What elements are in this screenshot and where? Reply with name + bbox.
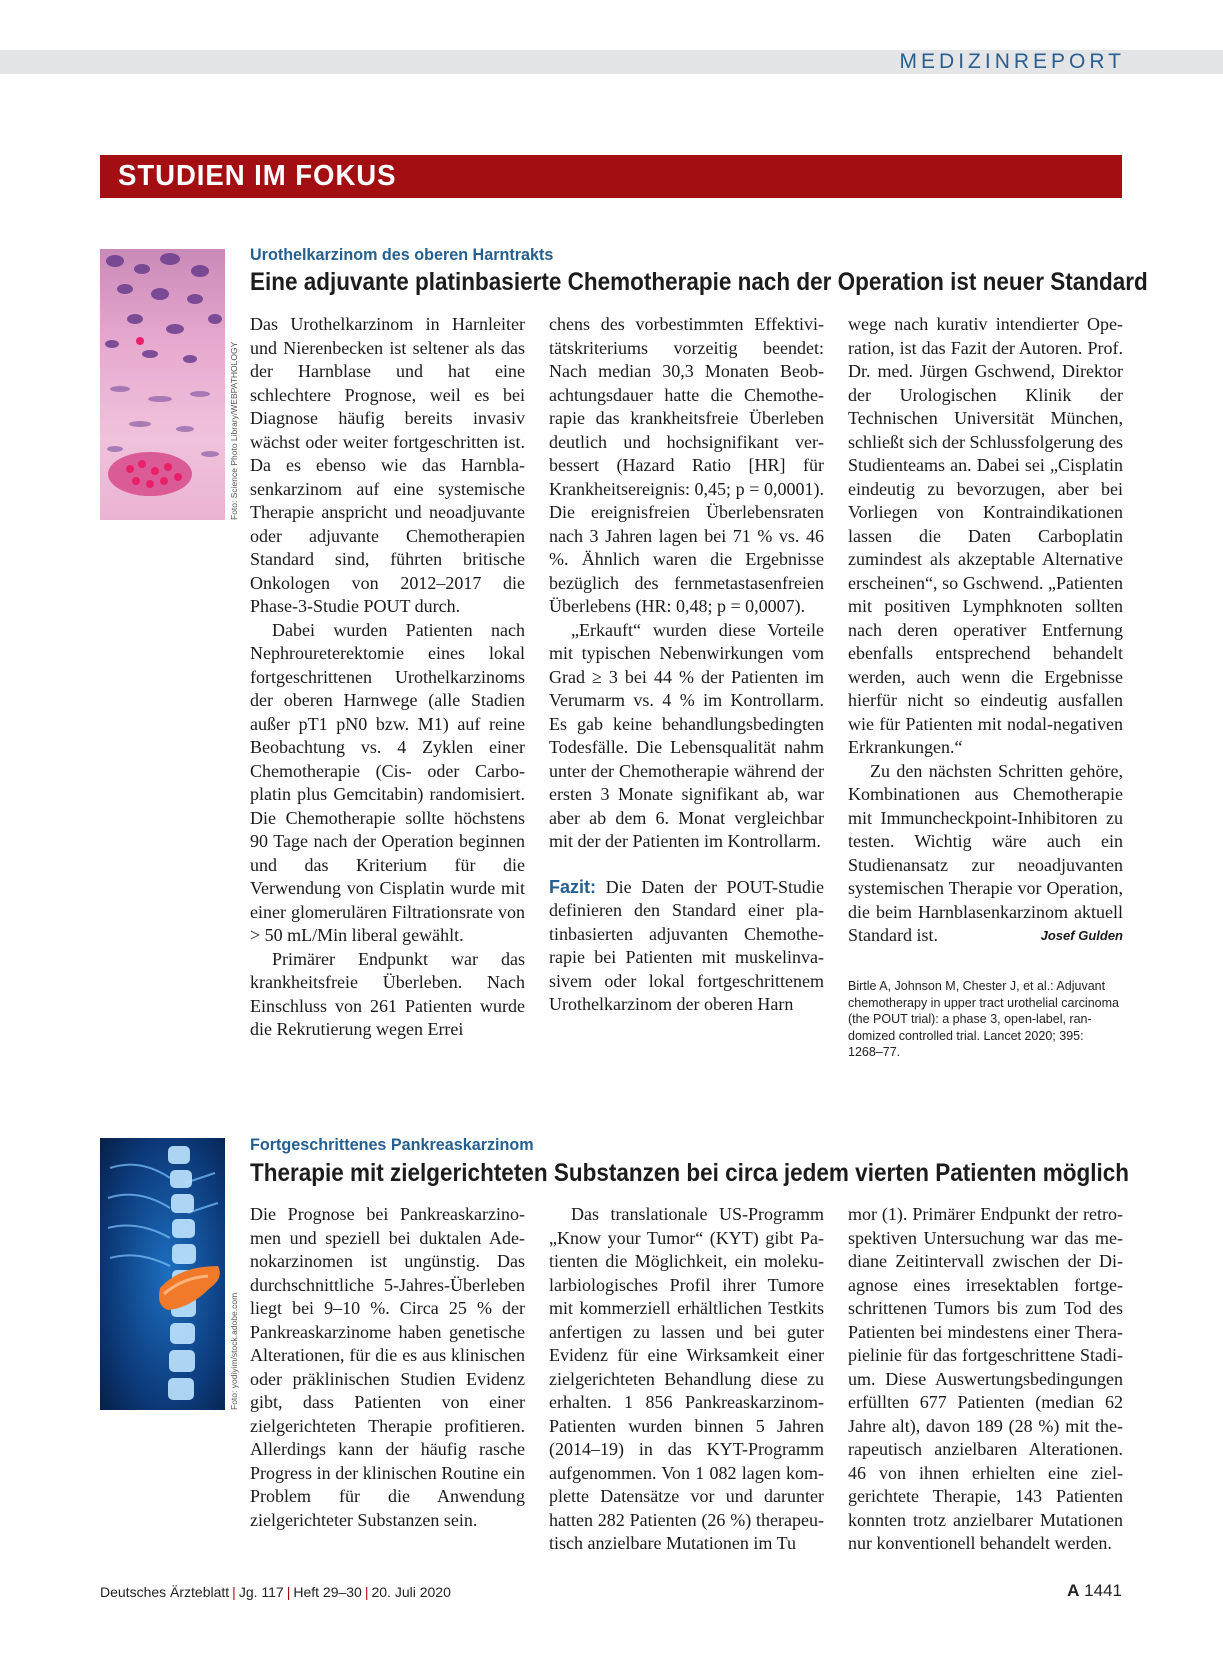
paragraph: „Erkauft“ wurden diese Vorteile mit typischen Nebenwirkungen vom Grad ≥ 3 bei 44 % der Patienten im Verumarm vs. 4 % im Kontrollarm. Es gab keine behandlungsbedingten Todesfälle. Die Lebensqualität nahm unter der Chemotherapie während der ersten 3 Monate signifikant ab, war aber ab dem 6. Monat vergleichbar mit der der Patienten im Kontrollarm. — [549, 619, 824, 851]
paragraph: Das translationale US-Programm „Know your Tumor“ (KYT) gibt Patienten die Möglichkeit, ein molekularbiologisches Profil ihrer Tumore mit kommerziell erhältlichen Testkits anfertigen zu lassen und bei guter Evidenz für eine Wirksamkeit einer zielgerichteten Behandlung diese zu erhalten. 1 856 Pankreaskarzinom-Patienten wurden binnen 5 Jahren (2014–19) in das KYT-Programm aufgenommen. Von 1 082 lagen komplette Datensätze vor und darunter hatten 282 Patienten (26 %) therapeutisch anzielbare Mutationen im Tu — [549, 1204, 824, 1553]
journal-name: Deutsches Ärzteblatt — [100, 1584, 230, 1600]
article-column-1 — [250, 313, 525, 1042]
article-column-2 — [549, 313, 824, 1017]
article-column-1 — [250, 1203, 525, 1532]
paragraph: Primärer Endpunkt war das krankheitsfreie Überleben. Nach Einschluss von 261 Patienten wurde die Rekrutierung wegen Errei — [250, 948, 525, 1039]
section-banner — [100, 155, 1122, 198]
section-label: MEDIZINREPORT — [899, 50, 1125, 73]
page-number-value: 1441 — [1084, 1581, 1122, 1600]
journal-volume: Jg. 117 — [238, 1584, 284, 1600]
article-kicker: Fortgeschrittenes Pankreaskarzinom — [250, 1135, 534, 1154]
article-headline: Eine adjuvante platinbasierte Chemotherapie nach der Operation ist neuer Standard — [250, 268, 1148, 296]
spine-xray-image — [100, 1138, 225, 1410]
paragraph: Dabei wurden Patienten nach Nephroureterektomie eines lokal fortgeschrittenen Urothelkarzinoms der oberen Harnwege (alle Stadien außer pT1 pN0 bzw. M1) auf reine Beobachtung vs. 4 Zyklen einer Chemotherapie (Cis- oder Carboplatin plus Gemcitabin) randomisiert. Die Chemotherapie sollte höchstens 90 Tage nach der Operation beginnen und das Kriterium für die Verwendung von Cisplatin wurde mit einer glomerulären Filtrationsrate von > 50 mL/Min liberal gewählt. — [250, 619, 525, 945]
article-column-2 — [549, 1203, 824, 1556]
paragraph: chens des vorbestimmten Effektivitätskriteriums vorzeitig beendet: Nach median 30,3 Monaten Beobachtungsdauer hatte die Chemotherapie das krankheitsfreie Überleben deutlich und hochsignifikant verbessert (Hazard Ratio [HR] für Krankheitsereignis: 0,45; p = 0,0001). Die ereignisfreien Überlebensraten nach 3 Jahren lagen bei 71 % vs. 46 %. Ähnlich waren die Ergebnisse bezüglich des fernmetastasenfreien Überlebens (HR: 0,48; p = 0,0007). — [549, 314, 824, 616]
histology-image — [100, 249, 225, 520]
paragraph: wege nach kurativ intendierter Operation, ist das Fazit der Autoren. Prof. Dr. med. Jürgen Gschwend, Direktor der Urologischen Klinik der Technischen Universität München, schließt sich der Schlussfolgerung des Studienteams an. Dabei sei „Cisplatin eindeutig zu bevorzugen, aber bei Vorliegen von Kontraindikationen lassen die Daten Carboplatin zumindest als akzeptable Alternative erscheinen“, so Gschwend. „Patienten mit positiven Lymphknoten sollten nach deren operativer Entfernung ebenfalls entsprechend behandelt werden, auch wenn die Ergebnisse hierfür nicht so eindeutig ausfallen wie für Patienten mit nodal-negativen Erkrankungen.“ — [848, 314, 1123, 757]
paragraph: Die Prognose bei Pankreaskarzinomen und speziell bei duktalen Adenokarzinomen ist ungünstig. Das durchschnittliche 5-Jahres-Überleben liegt bei 9–10 %. Circa 25 % der Pankreaskarzinome haben genetische Alterationen, für die es aus klinischen oder präklinischen Studien Evidenz gibt, dass Patienten von einer zielgerichteten Therapie profitieren. Allerdings kann der häufig rasche Progress in der klinischen Routine ein Problem für die Anwendung zielgerichteter Substanzen sein. — [250, 1204, 525, 1530]
paragraph-text: Zu den nächsten Schritten gehöre, Kombinationen aus Chemotherapie mit Immuncheckpoint-Inhibitoren zu testen. Wichtig wäre auch ein Studienansatz zur neoadjuvanten systemischen Therapie vor Operation, die beim Harnblasenkarzinom aktuell Standard ist. — [848, 760, 1123, 945]
issue-date: 20. Juli 2020 — [371, 1584, 451, 1600]
fazit-text: Die Daten der POUT-Studie definieren den Standard einer platinbasierten adjuvanten Chemotherapie bei Patienten mit muskelinvasivem oder lokal fortgeschrittenem Urothelkarzinom der oberen Harn — [549, 876, 824, 1014]
paragraph — [848, 760, 1123, 948]
footer-citation: Deutsches Ärzteblatt | Jg. 117 | Heft 29–30 | 20. Juli 2020 — [100, 1584, 451, 1600]
photo-credit — [228, 1292, 242, 1560]
reference-citation: Birtle A, Johnson M, Chester J, et al.: Adjuvant chemotherapy in upper tract urothelial carcinoma (the POUT trial): a phase 3, open-label, randomized controlled trial. Lancet 2020; 395: 1268–77. — [848, 979, 1119, 1059]
article-kicker: Urothelkarzinom des oberen Harntrakts — [250, 245, 554, 264]
photo-credit-text: Foto: yodiyim/stock.adobe.com — [229, 1292, 239, 1410]
page-prefix: A — [1067, 1581, 1080, 1600]
fazit-paragraph — [549, 876, 824, 1017]
article-column-3 — [848, 313, 1123, 948]
journal-issue: Heft 29–30 — [293, 1584, 362, 1600]
photo-credit-text: Foto: Science Photo Library/WEBPATHOLOGY — [229, 341, 239, 520]
fazit-label: Fazit: — [549, 876, 596, 897]
article-headline: Therapie mit zielgerichteten Substanzen bei circa jedem vierten Patienten möglich — [250, 1159, 1130, 1187]
paragraph: Das Urothelkarzinom in Harnleiter und Nierenbecken ist seltener als das der Harnblase und hat eine schlechtere Prognose, weil es bei Diagnose häufig bereits invasiv wächst oder weiter fortgeschritten ist. Da es ebenso wie das Harnblasenkarzinom auf eine systemische Therapie anspricht und neoadjuvante oder adjuvante Chemotherapien Standard sind, führten britische Onkologen von 2012–2017 die Phase-3-Studie POUT durch. — [250, 314, 525, 616]
page-number — [1067, 1581, 1122, 1601]
banner-title: STUDIEN IM FOKUS — [118, 160, 397, 192]
author-name: Josef Gulden — [1040, 928, 1123, 943]
photo-credit — [228, 341, 242, 790]
article-column-3 — [848, 1203, 1123, 1556]
paragraph: mor (1). Primärer Endpunkt der retrospektiven Untersuchung war das mediane Zeitintervall zwischen der Diagnose eines irresektablen fortgeschrittenen Tumors bis zum Tod des Patienten bei mindestens einer Therapielinie für das fortgeschrittene Stadium. Diese Auswertungsbedingungen erfüllten 677 Patienten (median 62 Jahre alt), davon 189 (28 %) mit therapeutisch anzielbaren Alterationen. 46 von ihnen erhielten eine zielgerichtete Therapie, 143 Patienten konnten trotz anzielbarer Mutationen nur konventionell behandelt werden. — [848, 1204, 1123, 1553]
